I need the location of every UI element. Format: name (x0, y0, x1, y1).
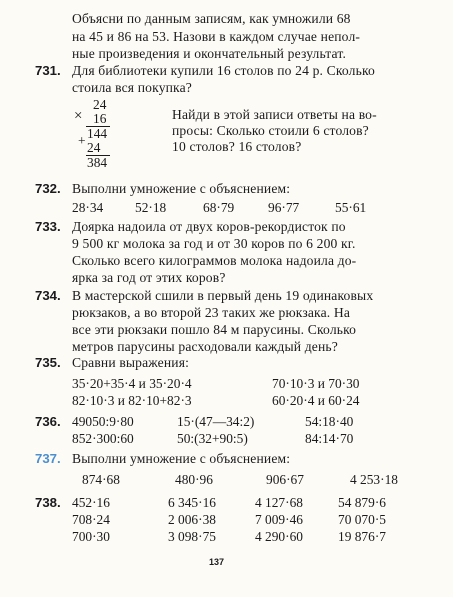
plus-sign: + (78, 133, 86, 148)
problem-733-line-3: Сколько всего килограммов молока надоила до- (72, 253, 357, 268)
problem-736-expr: 49050:9·80 (72, 414, 134, 429)
problem-735-expr: 60·20·4 и 60·24 (272, 393, 360, 408)
problem-738-item: 4 290·60 (255, 529, 303, 544)
problem-732-item: 68·79 (203, 200, 235, 215)
problem-731-side-2: просы: Сколько стоили 6 столов? (172, 123, 369, 138)
problem-737-item: 906·67 (266, 472, 304, 487)
problem-731-side-3: 10 столов? 16 столов? (172, 139, 302, 154)
problem-736-expr: 15·(47—34:2) (177, 414, 255, 429)
problem-732-item: 52·18 (135, 200, 167, 215)
problem-737-item: 4 253·18 (350, 472, 398, 487)
problem-732-item: 96·77 (268, 200, 300, 215)
problem-738-item: 452·16 (72, 495, 110, 510)
intro-line-3: ные произведения и окончательный результат. (72, 46, 347, 61)
problem-738-item: 70 070·5 (338, 512, 386, 527)
problem-735-expr: 82·10·3 и 82·10+82·3 (72, 393, 192, 408)
problem-738-item: 54 879·6 (338, 495, 386, 510)
problem-732-number: 732. (35, 181, 61, 196)
intro-line-1: Объясни по данным записям, как умножили 68 (72, 11, 351, 26)
problem-738-item: 700·30 (72, 529, 110, 544)
problem-735-text: Сравни выражения: (72, 355, 190, 370)
problem-738-number: 738. (35, 495, 61, 510)
problem-736-expr: 84:14·70 (305, 431, 354, 446)
problem-735-number: 735. (35, 355, 61, 370)
problem-736-expr: 54:18·40 (305, 414, 354, 429)
problem-736-expr: 50:(32+90:5) (177, 431, 248, 446)
problem-734-line-1: В мастерской сшили в первый день 19 одинаковых (72, 288, 374, 303)
problem-738-item: 708·24 (72, 512, 110, 527)
problem-738-item: 2 006·38 (168, 512, 216, 527)
problem-733-number: 733. (35, 219, 61, 234)
problem-731-side-1: Найди в этой записи ответы на во- (172, 107, 377, 122)
problem-734-number: 734. (35, 288, 61, 303)
problem-731-number: 731. (35, 63, 61, 78)
problem-738-item: 4 127·68 (255, 495, 303, 510)
problem-734-line-3: все эти рюкзаки пошло 84 м парусины. Сколько (72, 322, 357, 337)
problem-734-line-4: метров парусины расходовали каждый день? (72, 339, 338, 354)
problem-733-line-4: ярка за год от этих коров? (72, 270, 226, 285)
problem-738-item: 19 876·7 (338, 529, 386, 544)
problem-738-item: 7 009·46 (255, 512, 303, 527)
problem-737-item: 874·68 (82, 472, 120, 487)
problem-737-number: 737. (35, 451, 61, 466)
problem-731-line-2: стоила вся покупка? (72, 80, 192, 95)
problem-738-item: 3 098·75 (168, 529, 216, 544)
problem-737-item: 480·96 (175, 472, 213, 487)
problem-738-item: 6 345·16 (168, 495, 216, 510)
calc-factor-a: 24 (93, 97, 107, 112)
calc-result: 384 (87, 155, 108, 170)
calc-partial-1: 144 (87, 126, 108, 141)
calc-factor-b: 16 (93, 111, 107, 126)
page-number: 137 (209, 557, 225, 567)
problem-732-item: 55·61 (335, 200, 367, 215)
problem-734-line-2: рюкзаков, а во второй 23 таких же рюкзака. На (72, 305, 351, 320)
problem-735-expr: 70·10·3 и 70·30 (272, 376, 360, 391)
problem-732-text: Выполни умножение с объяснением: (72, 181, 291, 196)
problem-737-text: Выполни умножение с объяснением: (72, 451, 291, 466)
intro-line-2: на 45 и 86 на 53. Назови в каждом случае непол- (72, 29, 361, 44)
problem-732-item: 28·34 (72, 200, 104, 215)
problem-733-line-2: 9 500 кг молока за год и от 30 коров по 6 200 кг. (72, 236, 356, 251)
calc-partial-2: 24 (87, 140, 101, 155)
problem-731-line-1: Для библиотеки купили 16 столов по 24 р. Сколько (72, 63, 375, 78)
multiply-sign: × (74, 108, 83, 124)
problem-736-expr: 852·300:60 (72, 431, 134, 446)
problem-735-expr: 35·20+35·4 и 35·20·4 (72, 376, 192, 391)
problem-736-number: 736. (35, 414, 61, 429)
problem-733-line-1: Доярка надоила от двух коров-рекордисток по (72, 219, 346, 234)
